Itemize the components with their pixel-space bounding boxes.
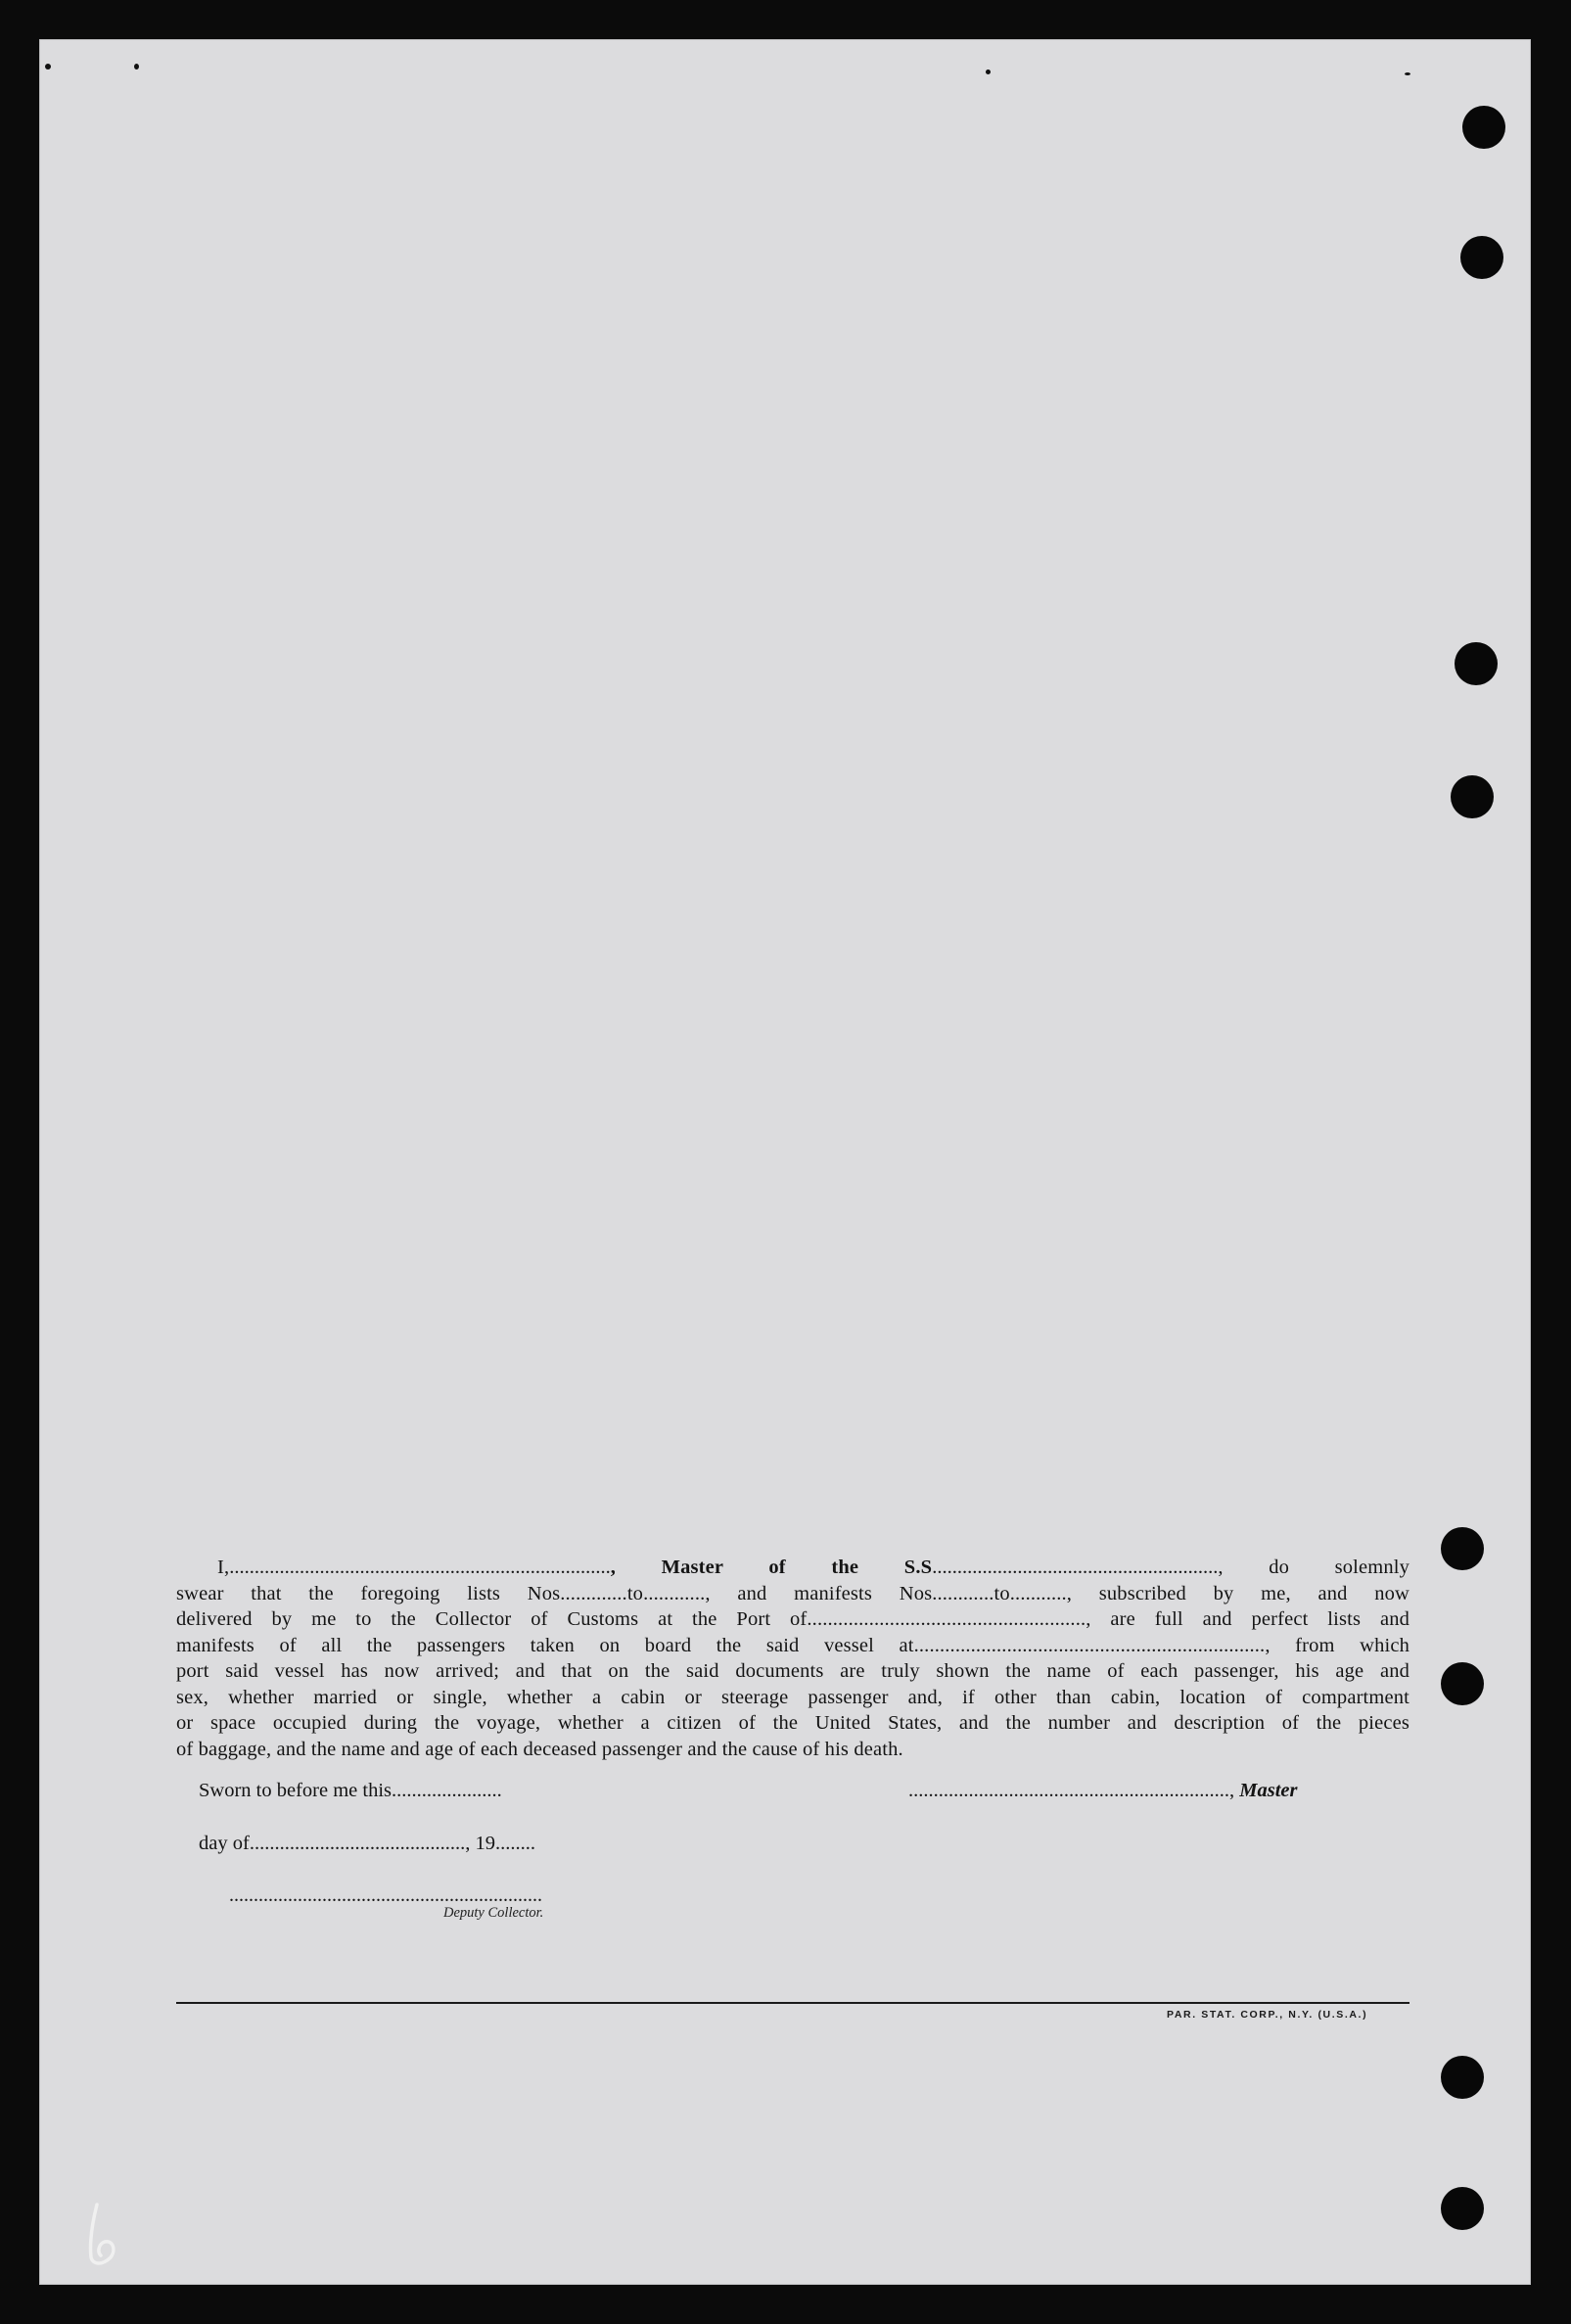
binder-hole bbox=[1441, 2056, 1484, 2099]
ink-speck bbox=[45, 64, 51, 70]
oath-line-8: of baggage, and the name and age of each deceased passenger and the cause of his death. bbox=[176, 1738, 903, 1760]
oath-line-2: swear that the foregoing lists Nos.............to............, and manifests Nos............to..........., subscribed by me, and now bbox=[176, 1582, 1409, 1604]
binder-hole bbox=[1455, 642, 1498, 685]
day-label: day of bbox=[199, 1833, 250, 1854]
deputy-collector-label: Deputy Collector. bbox=[443, 1905, 544, 1921]
day-row bbox=[199, 1833, 535, 1855]
sworn-row bbox=[199, 1780, 502, 1802]
oath-line-1 bbox=[176, 1555, 1409, 1581]
oath-i: I, bbox=[217, 1557, 230, 1578]
name-blank: ............................................................................ bbox=[229, 1557, 611, 1578]
binder-hole bbox=[1451, 775, 1494, 818]
master-signature-blank: ................................................................ bbox=[908, 1780, 1229, 1801]
footer-rule bbox=[176, 2002, 1409, 2004]
ink-speck bbox=[986, 70, 991, 74]
day-blank: ........................................... bbox=[249, 1833, 466, 1854]
master-signature-label: Master bbox=[1239, 1780, 1298, 1801]
oath-line-4: manifests of all the passengers taken on board the said vessel at...................................................................., from which bbox=[176, 1634, 1409, 1656]
oath-line-5: port said vessel has now arrived; and that on the said documents are truly shown the name of each passenger, his age and bbox=[176, 1660, 1409, 1682]
oath-line-3: delivered by me to the Collector of Customs at the Port of......................................................, are full and perfect lists and bbox=[176, 1608, 1409, 1630]
printer-imprint: PAR. STAT. CORP., N.Y. (U.S.A.) bbox=[1167, 2009, 1368, 2021]
binder-hole bbox=[1462, 106, 1505, 149]
master-signature-row bbox=[908, 1780, 1297, 1802]
handwritten-mark bbox=[83, 2201, 134, 2269]
master-comma: , bbox=[1229, 1780, 1240, 1801]
binder-hole bbox=[1441, 1662, 1484, 1705]
vessel-blank: ......................................................... bbox=[932, 1557, 1219, 1578]
master-oath-paragraph bbox=[176, 1555, 1409, 1762]
master-of-ss-label: , Master of the S.S bbox=[610, 1557, 933, 1578]
year-prefix: , 19 bbox=[465, 1833, 495, 1854]
ink-speck bbox=[134, 64, 139, 70]
form-sheet bbox=[39, 39, 1531, 2285]
sworn-blank: ...................... bbox=[392, 1780, 502, 1801]
binder-hole bbox=[1460, 236, 1503, 279]
ink-speck bbox=[1405, 72, 1410, 75]
oath-line-7: or space occupied during the voyage, whether a citizen of the United States, and the number and description of the pieces bbox=[176, 1712, 1409, 1734]
oath-line-6: sex, whether married or single, whether a cabin or steerage passenger and, if other than cabin, location of compartment bbox=[176, 1686, 1409, 1708]
sworn-label: Sworn to before me this bbox=[199, 1780, 392, 1801]
year-blank: ........ bbox=[494, 1833, 535, 1854]
binder-hole bbox=[1441, 2187, 1484, 2230]
deputy-collector-blank: ................................................................ bbox=[229, 1884, 542, 1906]
binder-hole bbox=[1441, 1527, 1484, 1570]
do-solemnly: , do solemnly bbox=[1218, 1557, 1409, 1578]
